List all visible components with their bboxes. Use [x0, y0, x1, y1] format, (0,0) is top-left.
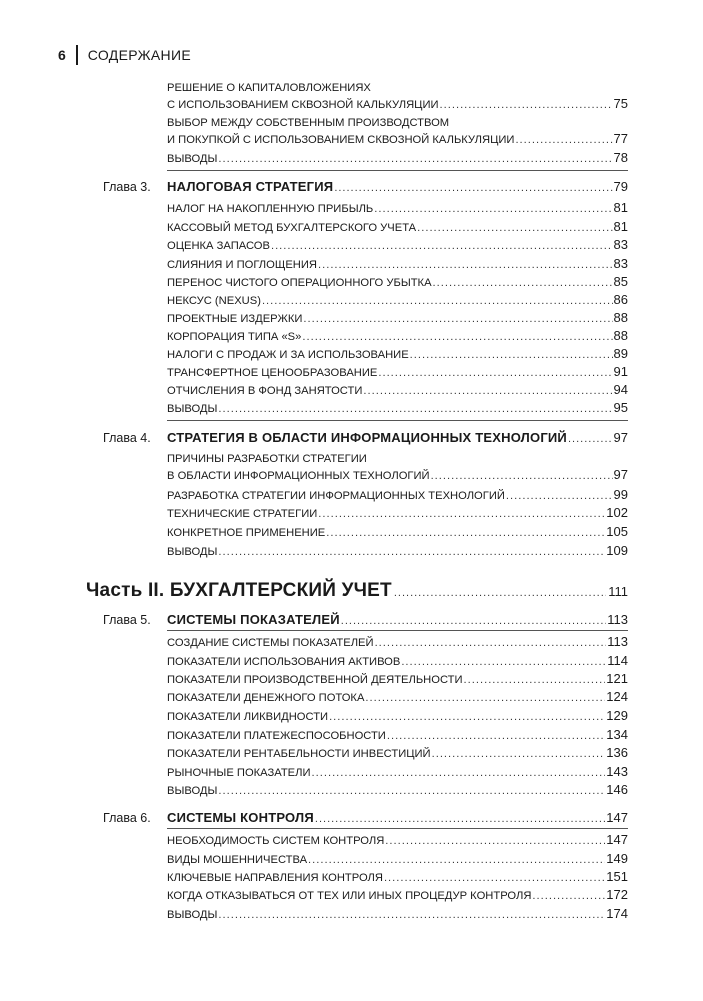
toc-entry-page: 81 [613, 219, 628, 234]
toc-entry-title: ОЦЕНКА ЗАПАСОВ [167, 240, 270, 252]
toc-entry-title: КОГДА ОТКАЗЫВАТЬСЯ ОТ ТЕХ ИЛИ ИНЫХ ПРОЦЕДУР КОНТРОЛЯ [167, 890, 532, 902]
leader-dots [515, 133, 612, 148]
toc-entry-title: ТЕХНИЧЕСКИЕ СТРАТЕГИИ [167, 508, 318, 520]
toc-entry-page: 85 [613, 274, 628, 289]
toc-entry-title: ВИДЫ МОШЕННИЧЕСТВА [167, 854, 308, 866]
leader-dots [262, 294, 613, 309]
toc-entry-title: СОЗДАНИЕ СИСТЕМЫ ПОКАЗАТЕЛЕЙ [167, 637, 374, 649]
chapter-page: 147 [606, 810, 628, 825]
toc-entry[interactable] [167, 764, 628, 781]
toc-entry[interactable] [167, 505, 628, 522]
leader-dots [312, 766, 606, 781]
leader-dots [318, 507, 605, 522]
leader-dots [378, 366, 612, 381]
toc-entry-title-line1: ВЫБОР МЕЖДУ СОБСТВЕННЫМ ПРОИЗВОДСТВОМ [167, 117, 450, 129]
toc-entry-page: 83 [613, 256, 628, 271]
toc-entry-page: 78 [613, 150, 628, 165]
toc-entry[interactable] [167, 634, 628, 651]
toc-entry-title: ВЫВОДЫ [167, 909, 218, 921]
chapter-label: Глава 6. [103, 811, 151, 825]
toc-entry[interactable] [167, 869, 628, 886]
toc-entry-title: ПОКАЗАТЕЛИ ЛИКВИДНОСТИ [167, 711, 329, 723]
leader-dots [329, 710, 605, 725]
toc-entry-title: КОНКРЕТНОЕ ПРИМЕНЕНИЕ [167, 527, 326, 539]
toc-entry-page: 77 [613, 131, 628, 146]
toc-entry-title: В ОБЛАСТИ ИНФОРМАЦИОННЫХ ТЕХНОЛОГИЙ [167, 470, 430, 482]
toc-entry-page: 94 [613, 382, 628, 397]
toc-entry-title: КЛЮЧЕВЫЕ НАПРАВЛЕНИЯ КОНТРОЛЯ [167, 872, 383, 884]
toc-entry-title: И ПОКУПКОЙ С ИСПОЛЬЗОВАНИЕМ СКВОЗНОЙ КАЛЬКУЛЯЦИИ [167, 134, 515, 146]
toc-entry[interactable] [167, 328, 628, 345]
toc-entry[interactable] [167, 256, 628, 273]
toc-entry-title: НЕОБХОДИМОСТЬ СИСТЕМ КОНТРОЛЯ [167, 835, 385, 847]
toc-entry[interactable] [167, 81, 628, 113]
leader-dots [308, 853, 605, 868]
leader-dots [218, 784, 605, 799]
leader-dots [375, 636, 607, 651]
toc-entry-page: 97 [613, 467, 628, 482]
leader-dots [363, 384, 612, 399]
toc-entry[interactable] [167, 346, 628, 363]
toc-entry-page: 147 [606, 832, 628, 847]
toc-entry[interactable] [167, 310, 628, 327]
toc-entry[interactable] [167, 274, 628, 291]
toc-part-2[interactable] [86, 580, 628, 602]
toc-entry[interactable] [167, 689, 628, 706]
chapter-page: 113 [607, 612, 628, 627]
toc-entry-title: ПРОЕКТНЫЕ ИЗДЕРЖКИ [167, 313, 303, 325]
toc-entry-title: ПОКАЗАТЕЛИ ПРОИЗВОДСТВЕННОЙ ДЕЯТЕЛЬНОСТИ [167, 674, 463, 686]
section-divider [167, 170, 628, 171]
toc-chapter-3[interactable] [103, 179, 628, 194]
part-page: 111 [608, 584, 628, 599]
toc-entry-page: 146 [606, 782, 628, 797]
toc-entry-title: НАЛОГ НА НАКОПЛЕННУЮ ПРИБЫЛЬ [167, 203, 374, 215]
toc-entry-page: 86 [613, 292, 628, 307]
leader-dots [303, 312, 612, 327]
toc-chapter-6[interactable] [103, 810, 628, 825]
toc-entry-title: КОРПОРАЦИЯ ТИПА «S» [167, 331, 302, 343]
leader-dots [326, 526, 605, 541]
toc-entry[interactable] [167, 292, 628, 309]
toc-entry-page: 102 [606, 505, 628, 520]
toc-entry[interactable] [167, 727, 628, 744]
leader-dots [464, 673, 606, 688]
toc-entry[interactable] [167, 150, 628, 167]
chapter-page: 79 [613, 179, 628, 194]
toc-entry-page: 114 [607, 653, 628, 668]
chapter-label: Глава 5. [103, 613, 151, 627]
leader-dots [341, 615, 606, 627]
toc-entry[interactable] [167, 200, 628, 217]
toc-entry-title: РАЗРАБОТКА СТРАТЕГИИ ИНФОРМАЦИОННЫХ ТЕХНОЛОГИЙ [167, 490, 505, 502]
section-divider [167, 630, 628, 631]
toc-entry-page: 81 [613, 200, 628, 215]
leader-dots [431, 469, 613, 484]
chapter-title: СТРАТЕГИЯ В ОБЛАСТИ ИНФОРМАЦИОННЫХ ТЕХНОЛОГИЙ [167, 430, 567, 445]
toc-entry-title: ПЕРЕНОС ЧИСТОГО ОПЕРАЦИОННОГО УБЫТКА [167, 277, 432, 289]
leader-dots [394, 587, 606, 599]
part-title: Часть II. БУХГАЛТЕРСКИЙ УЧЕТ [86, 580, 392, 601]
leader-dots [218, 545, 605, 560]
toc-entry[interactable] [167, 400, 628, 417]
toc-entry-page: 121 [606, 671, 628, 686]
toc-entry-title: КАССОВЫЙ МЕТОД БУХГАЛТЕРСКОГО УЧЕТА [167, 222, 417, 234]
toc-entry-title: ВЫВОДЫ [167, 403, 218, 415]
leader-dots [218, 908, 605, 923]
toc-entry[interactable] [167, 653, 628, 670]
toc-entry-title: ПОКАЗАТЕЛИ РЕНТАБЕЛЬНОСТИ ИНВЕСТИЦИЙ [167, 748, 431, 760]
section-divider [167, 420, 628, 421]
toc-entry-title: ВЫВОДЫ [167, 546, 218, 558]
chapter-title: СИСТЕМЫ ПОКАЗАТЕЛЕЙ [167, 612, 340, 627]
toc-entry[interactable] [167, 364, 628, 381]
leader-dots [532, 889, 605, 904]
leader-dots [384, 871, 605, 886]
toc-entry-title: С ИСПОЛЬЗОВАНИЕМ СКВОЗНОЙ КАЛЬКУЛЯЦИИ [167, 99, 439, 111]
leader-dots [417, 221, 612, 236]
toc-entry-page: 75 [613, 96, 628, 111]
leader-dots [433, 276, 613, 291]
leader-dots [218, 402, 612, 417]
toc-entry-page: 89 [613, 346, 628, 361]
toc-chapter-5[interactable] [103, 612, 628, 627]
toc-entry-title: ВЫВОДЫ [167, 785, 218, 797]
leader-dots [218, 152, 612, 167]
toc-entry-title: ВЫВОДЫ [167, 153, 218, 165]
toc-entry-title: ОТЧИСЛЕНИЯ В ФОНД ЗАНЯТОСТИ [167, 385, 363, 397]
header-divider [76, 45, 78, 65]
toc-entry-page: 149 [606, 851, 628, 866]
page-number: 6 [58, 47, 66, 63]
toc-entry[interactable] [167, 452, 628, 484]
toc-entry[interactable] [167, 745, 628, 762]
toc-entry-page: 109 [606, 543, 628, 558]
toc-entry-title-line1: ПРИЧИНЫ РАЗРАБОТКИ СТРАТЕГИИ [167, 453, 367, 465]
chapter-title: НАЛОГОВАЯ СТРАТЕГИЯ [167, 179, 334, 194]
toc-entry[interactable] [167, 487, 628, 504]
chapter-label: Глава 3. [103, 180, 151, 194]
leader-dots [315, 813, 605, 825]
toc-entry[interactable] [167, 851, 628, 868]
leader-dots [374, 202, 612, 217]
section-divider [167, 828, 628, 829]
toc-entry[interactable] [167, 524, 628, 541]
toc-entry-page: 99 [613, 487, 628, 502]
toc-entry-page: 91 [613, 364, 628, 379]
leader-dots [432, 747, 606, 762]
toc-entry[interactable] [167, 782, 628, 799]
toc-entry-title-line1: РЕШЕНИЕ О КАПИТАЛОВЛОЖЕНИЯХ [167, 82, 371, 94]
toc-entry[interactable] [167, 382, 628, 399]
toc-entry-page: 88 [613, 310, 628, 325]
leader-dots [506, 489, 613, 504]
toc-entry-title: ПОКАЗАТЕЛИ ДЕНЕЖНОГО ПОТОКА [167, 692, 365, 704]
toc-entry[interactable] [167, 671, 628, 688]
toc-entry-title: ПОКАЗАТЕЛИ ПЛАТЕЖЕСПОСОБНОСТИ [167, 730, 386, 742]
toc-entry-page: 83 [613, 237, 628, 252]
running-header [58, 44, 191, 66]
toc-entry-page: 95 [613, 400, 628, 415]
toc-entry-page: 136 [606, 745, 628, 760]
toc-entry-title: ТРАНСФЕРТНОЕ ЦЕНООБРАЗОВАНИЕ [167, 367, 378, 379]
toc-entry-page: 88 [613, 328, 628, 343]
chapter-label: Глава 4. [103, 431, 151, 445]
leader-dots [271, 239, 613, 254]
toc-entry[interactable] [167, 832, 628, 849]
header-title: СОДЕРЖАНИЕ [87, 47, 191, 63]
leader-dots [385, 834, 605, 849]
toc-entry[interactable] [167, 887, 628, 904]
toc-entry[interactable] [167, 543, 628, 560]
leader-dots [568, 433, 613, 445]
leader-dots [365, 691, 605, 706]
toc-entry[interactable] [167, 116, 628, 148]
toc-entry-title: НЕКСУС (NEXUS) [167, 295, 261, 307]
leader-dots [440, 98, 613, 113]
toc-entry[interactable] [167, 219, 628, 236]
toc-entry-page: 113 [607, 634, 628, 649]
toc-entry-title: РЫНОЧНЫЕ ПОКАЗАТЕЛИ [167, 767, 311, 779]
toc-entry-page: 105 [606, 524, 628, 539]
leader-dots [387, 729, 605, 744]
leader-dots [302, 330, 612, 345]
toc-entry-title: НАЛОГИ С ПРОДАЖ И ЗА ИСПОЛЬЗОВАНИЕ [167, 349, 409, 361]
toc-entry-title: СЛИЯНИЯ И ПОГЛОЩЕНИЯ [167, 259, 317, 271]
toc-entry-page: 151 [606, 869, 628, 884]
leader-dots [334, 182, 612, 194]
toc-entry[interactable] [167, 708, 628, 725]
toc-entry-title: ПОКАЗАТЕЛИ ИСПОЛЬЗОВАНИЯ АКТИВОВ [167, 656, 401, 668]
toc-entry-page: 129 [606, 708, 628, 723]
chapter-page: 97 [613, 430, 628, 445]
toc-entry-page: 174 [606, 906, 628, 921]
toc-entry-page: 172 [606, 887, 628, 902]
toc-chapter-4[interactable] [103, 430, 628, 445]
leader-dots [410, 348, 613, 363]
chapter-title: СИСТЕМЫ КОНТРОЛЯ [167, 810, 314, 825]
toc-entry-page: 143 [606, 764, 628, 779]
toc-entry[interactable] [167, 906, 628, 923]
toc-entry[interactable] [167, 237, 628, 254]
leader-dots [401, 655, 606, 670]
toc-entry-page: 134 [606, 727, 628, 742]
leader-dots [318, 258, 613, 273]
toc-entry-page: 124 [606, 689, 628, 704]
